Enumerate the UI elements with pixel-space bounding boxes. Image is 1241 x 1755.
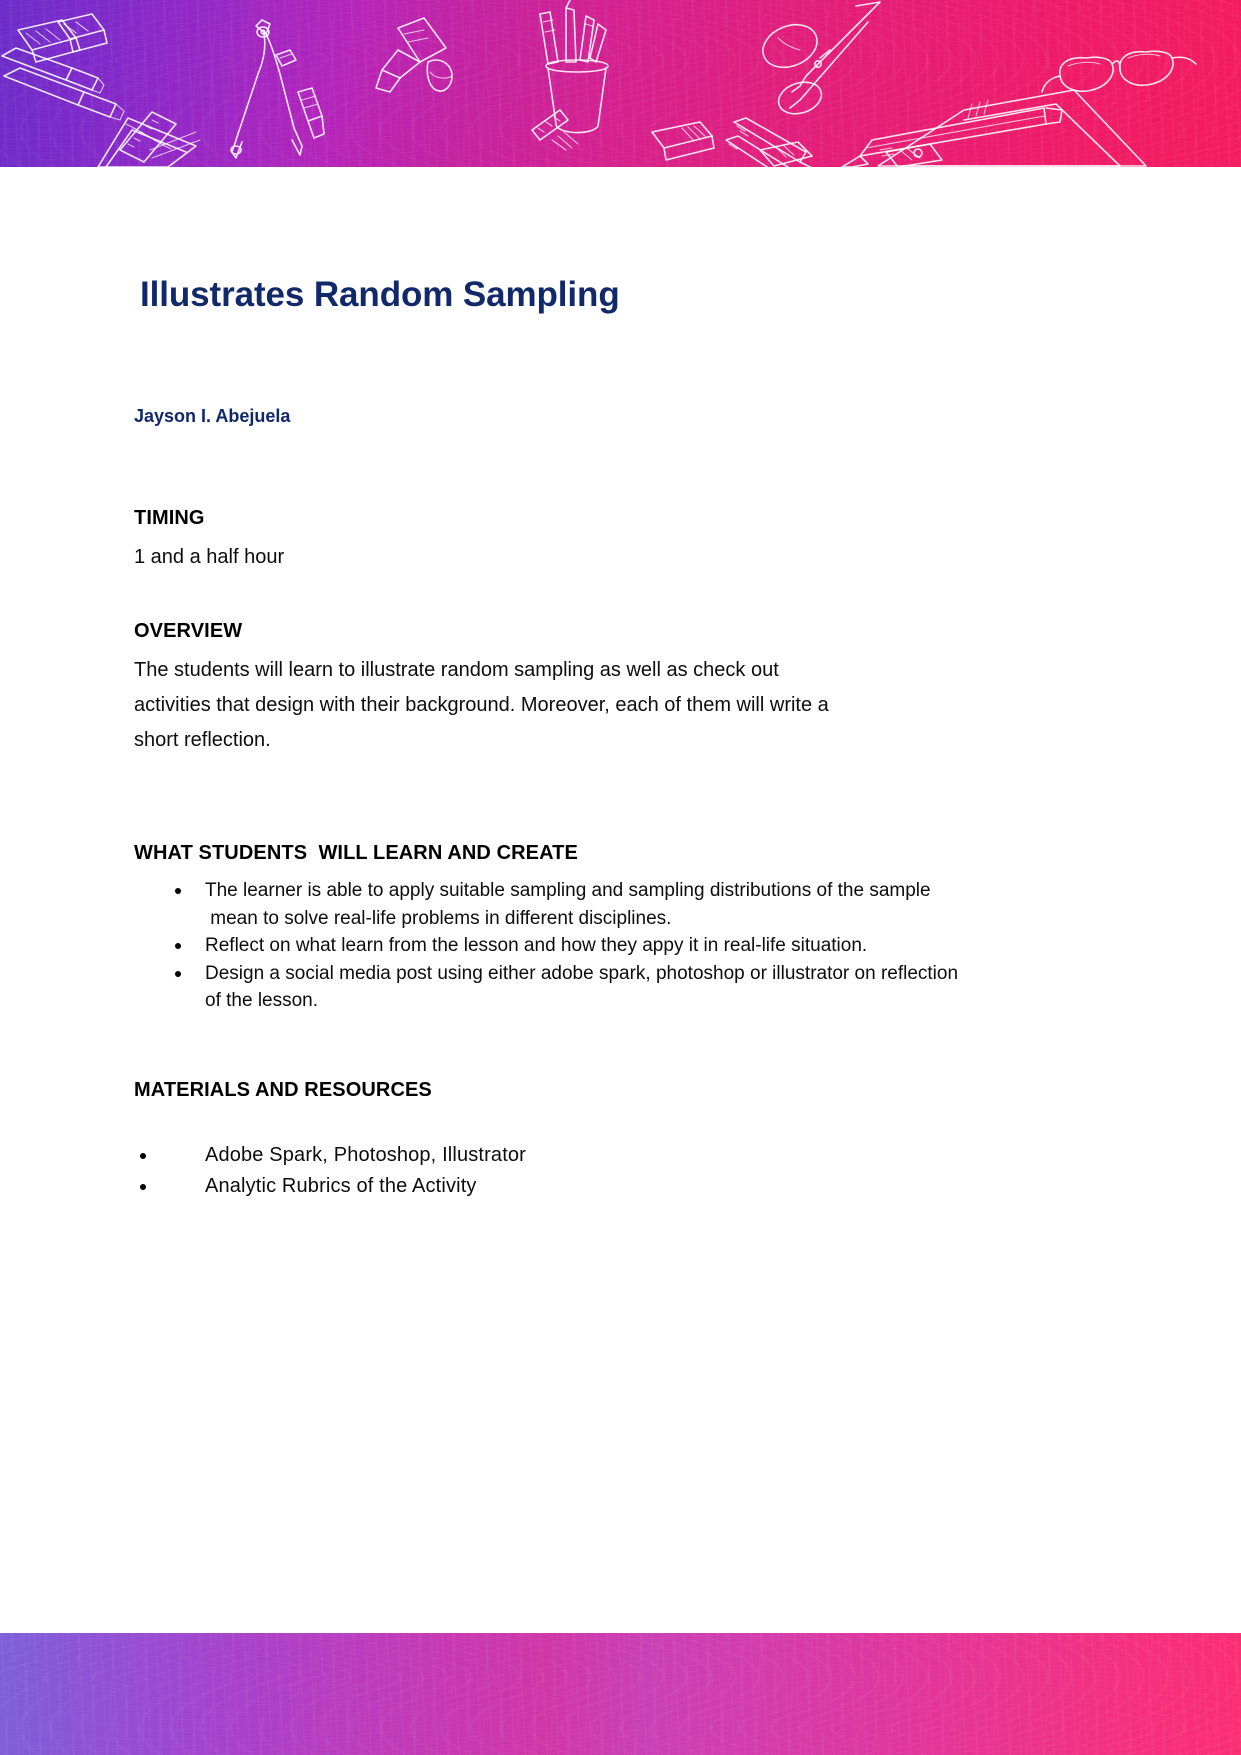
list-item-line: mean to solve real-life problems in different disciplines. [205,907,672,929]
bullet-dot-icon [175,971,181,977]
list-item [134,877,1094,932]
header-banner [0,0,1241,167]
list-item [134,932,1094,960]
pen-cup-icon [532,0,608,150]
list-item-line: Reflect on what learn from the lesson and how they appy it in real-life situation. [205,935,868,956]
learn-and-create-list [134,877,1094,1015]
timing-text [134,540,1094,575]
overview-text [134,653,1094,758]
page-title: Illustrates Random Sampling [140,275,620,315]
section-overview [134,620,1094,758]
list-item-line: Adobe Spark, Photoshop, Illustrator [205,1144,526,1166]
section-heading-timing: TIMING [134,507,205,529]
bullet-dot-icon [140,1184,146,1190]
overview-line: activities that design with their background. Moreover, each of them will write a [134,694,829,716]
header-banner-illustrations [0,0,1241,167]
author-name: Jayson I. Abejuela [134,406,291,426]
bullet-dot-icon [175,943,181,949]
materials-and-resources-list [134,1140,1094,1202]
bullet-dot-icon [175,888,181,894]
section-heading-overview: OVERVIEW [134,620,243,642]
list-item-line: Design a social media post using either adobe spark, photoshop or illustrator on reflection [205,962,959,984]
overview-line: The students will learn to illustrate random sampling as well as check out [134,659,779,681]
overview-line: short reflection. [134,729,271,751]
eyeglasses-icon [1042,51,1196,92]
eraser-icon [18,14,107,62]
timing-line: 1 and a half hour [134,546,285,568]
list-item [134,1140,1094,1171]
pencil-long-icon [842,108,1062,167]
section-learn-and-create [134,842,1094,1015]
footer-banner [0,1633,1241,1755]
section-timing [134,507,1094,575]
list-item [134,1171,1094,1202]
bullet-dot-icon [140,1153,146,1159]
list-item-line: Analytic Rubrics of the Activity [205,1175,477,1197]
section-heading-learn-and-create: WHAT STUDENTS WILL LEARN AND CREATE [134,842,578,864]
list-item [134,960,1094,1015]
section-materials-and-resources [134,1079,1094,1202]
highlighter-icon [376,18,452,92]
eraser-block-icon [652,122,714,160]
set-square-icon [878,90,1146,166]
pencil-icon [2,48,200,158]
footer-banner-wave-texture-tertiary [0,1633,1241,1755]
compass-icon [231,20,324,158]
section-heading-materials-and-resources: MATERIALS AND RESOURCES [134,1079,432,1101]
scissors-icon [757,2,880,119]
list-item-line: The learner is able to apply suitable sampling and sampling distributions of the sample [205,880,931,901]
list-item-line: of the lesson. [205,990,319,1011]
